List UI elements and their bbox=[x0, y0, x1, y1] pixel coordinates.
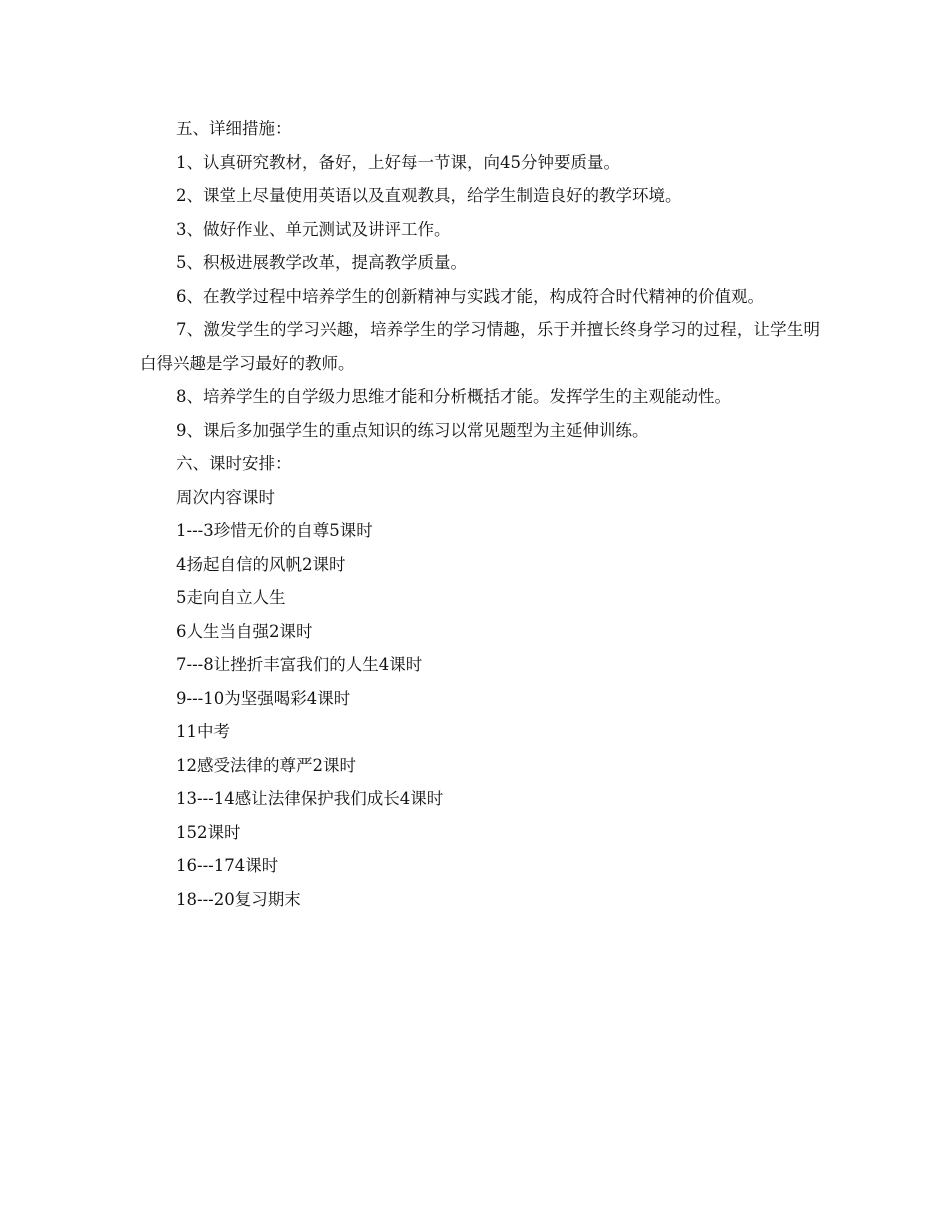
section-heading-schedule: 六、课时安排： bbox=[176, 454, 292, 473]
measure-item-7: 7、激发学生的学习兴趣，培养学生的学习情趣，乐于并擅长终身学习的过程，让学生明白得兴趣是学习最好的教师。 bbox=[140, 320, 820, 373]
schedule-row: 5走向自立人生 bbox=[176, 588, 286, 607]
schedule-row: 9---10为坚强喝彩4课时 bbox=[176, 688, 351, 708]
measure-item-9: 9、课后多加强学生的重点知识的练习以常见题型为主延伸训练。 bbox=[176, 420, 649, 440]
schedule-row: 16---174课时 bbox=[176, 856, 279, 875]
schedule-row: 13---14感让法律保护我们成长4课时 bbox=[176, 789, 444, 808]
measure-item-3: 3、做好作业、单元测试及讲评工作。 bbox=[176, 219, 451, 239]
measure-item-8: 8、培养学生的自学级力思维才能和分析概括才能。发挥学生的主观能动性。 bbox=[176, 387, 731, 406]
schedule-row: 11中考 bbox=[176, 722, 230, 741]
schedule-row: 18---20复习期末 bbox=[176, 889, 301, 909]
section-heading-measures: 五、详细措施： bbox=[176, 119, 292, 138]
schedule-row: 1---3珍惜无价的自尊5课时 bbox=[176, 521, 373, 540]
measure-item-6: 6、在教学过程中培养学生的创新精神与实践才能，构成符合时代精神的价值观。 bbox=[176, 286, 764, 306]
document-body bbox=[140, 112, 820, 916]
measure-item-2: 2、课堂上尽量使用英语以及直观教具，给学生制造良好的教学环境。 bbox=[176, 186, 682, 205]
schedule-row: 152课时 bbox=[176, 822, 241, 842]
schedule-header: 周次内容课时 bbox=[176, 487, 275, 507]
schedule-row: 7---8让挫折丰富我们的人生4课时 bbox=[176, 655, 423, 674]
schedule-row: 6人生当自强2课时 bbox=[176, 621, 313, 641]
measure-item-5: 5、积极进展教学改革，提高教学质量。 bbox=[176, 253, 467, 272]
measure-item-1: 1、认真研究教材，备好，上好每一节课，向45分钟要质量。 bbox=[176, 152, 620, 172]
schedule-row: 4扬起自信的风帆2课时 bbox=[176, 554, 346, 574]
schedule-row: 12感受法律的尊严2课时 bbox=[176, 755, 356, 775]
